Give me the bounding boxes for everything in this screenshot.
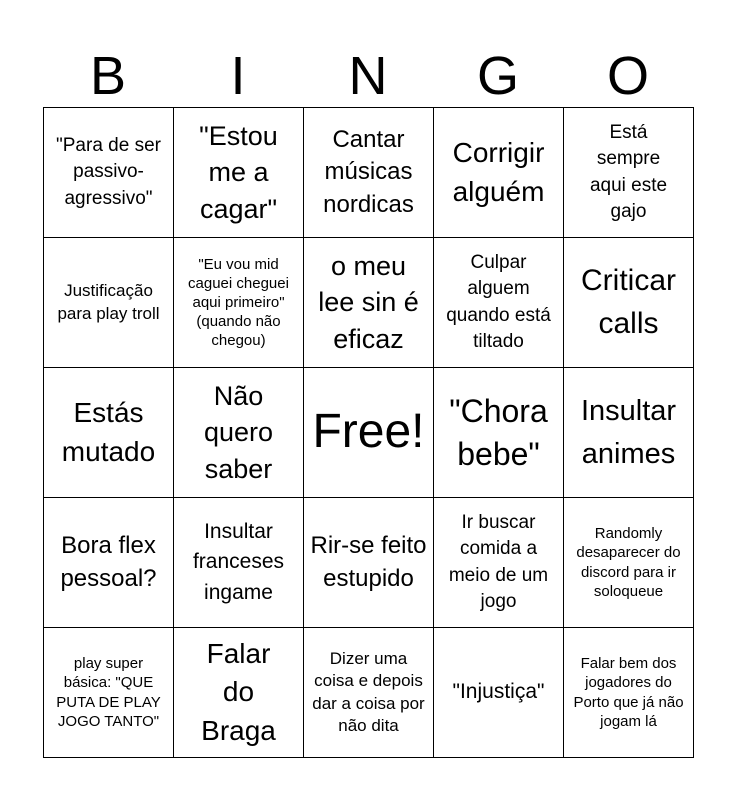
bingo-cell[interactable]	[564, 368, 694, 498]
bingo-header	[43, 44, 693, 108]
bingo-cell[interactable]	[174, 108, 304, 238]
bingo-cell[interactable]	[434, 498, 564, 628]
free-space[interactable]	[304, 368, 434, 498]
bingo-cell[interactable]	[564, 238, 694, 368]
cell-text: Dizer uma coisa e depois dar a coisa por não dita	[312, 648, 425, 735]
header-letter-g: G	[476, 46, 519, 106]
cell-text: Rir-se feito estupido	[310, 532, 427, 592]
bingo-cell[interactable]	[304, 628, 434, 758]
cell-text: "Injustiça"	[452, 680, 545, 704]
bingo-cell[interactable]	[434, 238, 564, 368]
cell-text: Bora flex pessoal?	[60, 532, 157, 592]
bingo-board	[43, 107, 694, 758]
cell-text: "Estou me a cagar"	[199, 121, 278, 224]
cell-text: Estás mutado	[61, 396, 156, 467]
bingo-cell[interactable]	[44, 238, 174, 368]
free-space-label: Free!	[312, 405, 425, 459]
cell-text: Justificação para play troll	[57, 281, 160, 323]
cell-text: Corrigir alguém	[452, 136, 545, 207]
bingo-cell[interactable]	[174, 498, 304, 628]
header-letter-o: O	[606, 46, 649, 106]
bingo-cell[interactable]	[44, 628, 174, 758]
cell-text: Insultar animes	[580, 395, 677, 470]
bingo-cell[interactable]	[564, 108, 694, 238]
cell-text: Está sempre aqui este gajo	[589, 122, 668, 222]
bingo-cell[interactable]	[174, 628, 304, 758]
cell-text: "Eu vou mid caguei cheguei aqui primeiro" (quando não chegou)	[188, 255, 289, 350]
cell-text: play super básica: "QUE PUTA DE PLAY JOGO TANTO"	[56, 655, 161, 730]
bingo-cell[interactable]	[304, 238, 434, 368]
bingo-cell[interactable]	[44, 498, 174, 628]
bingo-cell[interactable]	[304, 108, 434, 238]
bingo-cell[interactable]	[434, 368, 564, 498]
bingo-cell[interactable]	[434, 108, 564, 238]
cell-text: Cantar músicas nordicas	[323, 126, 414, 218]
bingo-cell[interactable]	[174, 368, 304, 498]
header-letter-i: I	[230, 46, 246, 106]
cell-text: Falar do Braga	[201, 637, 276, 746]
cell-text: Randomly desaparecer do discord para ir soloqueue	[576, 525, 681, 600]
cell-text: o meu lee sin é eficaz	[318, 251, 419, 354]
bingo-cell[interactable]	[434, 628, 564, 758]
bingo-cell[interactable]	[44, 368, 174, 498]
cell-text: Culpar alguem quando está tiltado	[446, 252, 551, 352]
bingo-cell[interactable]	[564, 628, 694, 758]
cell-text: "Chora bebe"	[449, 393, 548, 472]
bingo-cell[interactable]	[304, 498, 434, 628]
header-letter-b: B	[89, 46, 127, 106]
cell-text: Insultar franceses ingame	[192, 519, 285, 604]
cell-text: Criticar calls	[581, 263, 676, 340]
bingo-cell[interactable]	[174, 238, 304, 368]
cell-text: Não quero saber	[203, 381, 274, 484]
bingo-cell[interactable]	[44, 108, 174, 238]
cell-text: Ir buscar comida a meio de um jogo	[448, 512, 549, 612]
cell-text: Falar bem dos jogadores do Porto que já não jogam lá	[573, 655, 684, 730]
header-letter-n: N	[348, 46, 388, 106]
bingo-cell[interactable]	[564, 498, 694, 628]
cell-text: "Para de ser passivo-agressivo"	[56, 135, 161, 209]
